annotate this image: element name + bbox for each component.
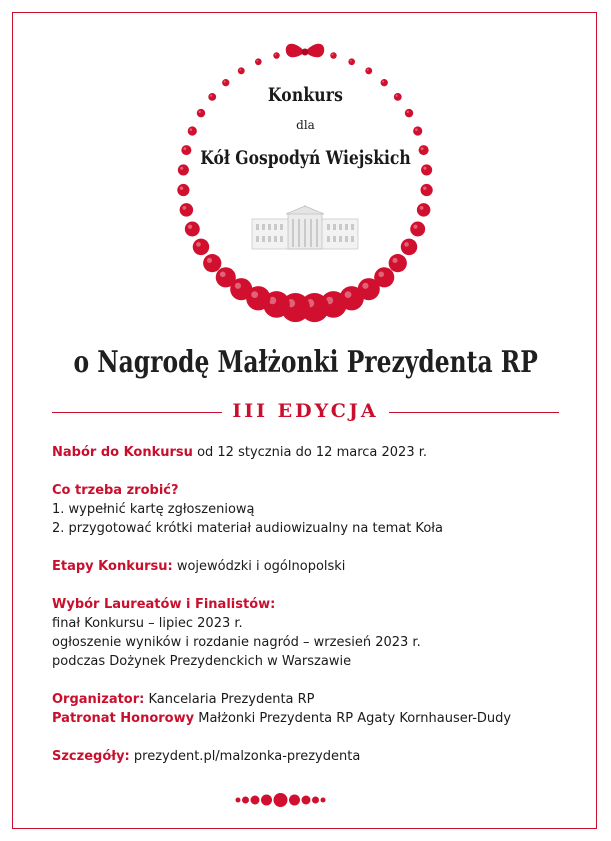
- divider-right: [389, 412, 559, 413]
- co-trzeba-item: 1. wypełnić kartę zgłoszeniową: [52, 502, 255, 517]
- szczegoly-link[interactable]: prezydent.pl/malzonka-prezydenta: [129, 749, 361, 764]
- main-title-text: o Nagrodę Małżonki Prezydenta RP: [73, 345, 538, 380]
- divider-left: [52, 412, 222, 413]
- bead-highlight: [196, 242, 201, 247]
- etapy-label: Etapy Konkursu:: [52, 559, 173, 574]
- nabor-label: Nabór do Konkursu: [52, 445, 193, 460]
- bead: [177, 184, 189, 196]
- bead-highlight: [207, 258, 212, 263]
- organizator-line: [52, 690, 572, 709]
- organizator-label: Organizator:: [52, 692, 145, 707]
- presidential-palace-icon: [250, 205, 360, 251]
- bead: [330, 52, 336, 58]
- bottom-bead-ornament: [230, 788, 380, 812]
- bead-highlight: [224, 81, 226, 83]
- bead-highlight: [362, 283, 368, 289]
- ornament-bead: [289, 795, 300, 806]
- bead-highlight: [404, 242, 409, 247]
- bead-highlight: [420, 206, 424, 210]
- etapy-text: wojewódzki i ogólnopolski: [172, 559, 346, 574]
- bead: [410, 222, 425, 237]
- header-kgw: Kół Gospodyń Wiejskich: [200, 147, 411, 169]
- co-trzeba-label: Co trzeba zrobić?: [52, 483, 179, 498]
- bead: [417, 203, 431, 217]
- etapy-line: [52, 557, 572, 576]
- bead-highlight: [382, 81, 384, 83]
- bead-highlight: [251, 291, 258, 298]
- bead: [273, 52, 279, 58]
- header-dla: dla: [296, 118, 315, 132]
- bead-highlight: [239, 69, 241, 71]
- szczegoly-line: [52, 747, 572, 766]
- co-trzeba-item: 2. przygotować krótki materiał audiowizualny na temat Koła: [52, 521, 443, 536]
- header-konkurs: Konkurs: [267, 84, 344, 106]
- bead-highlight: [256, 60, 258, 62]
- bead: [348, 58, 355, 65]
- organizator-text: Kancelaria Prezydenta RP: [144, 692, 315, 707]
- bead-highlight: [188, 225, 192, 229]
- bead: [389, 254, 407, 272]
- bead: [180, 203, 194, 217]
- info-content: [52, 443, 572, 766]
- co-trzeba-label-line: [52, 481, 572, 500]
- bead-highlight: [423, 187, 426, 190]
- ornament-bead: [242, 797, 249, 804]
- bead-highlight: [350, 60, 352, 62]
- bead: [193, 239, 210, 256]
- ornament-bead: [302, 796, 311, 805]
- ornament-bead: [236, 798, 241, 803]
- bead-necklace-illustration: [0, 0, 611, 340]
- bead: [421, 184, 433, 196]
- bead-highlight: [407, 111, 409, 113]
- bead-highlight: [392, 258, 397, 263]
- bead-highlight: [199, 111, 201, 113]
- bead: [255, 58, 262, 65]
- bow-knot: [302, 49, 309, 56]
- wybor-label: Wybór Laureatów i Finalistów:: [52, 597, 276, 612]
- bead: [185, 222, 200, 237]
- main-title: [0, 345, 611, 380]
- wybor-label-line: [52, 595, 572, 614]
- nabor-line: [52, 443, 572, 462]
- wybor-line: podczas Dożynek Prezydenckich w Warszawie: [52, 654, 352, 669]
- bead-highlight: [345, 291, 352, 298]
- ornament-bead: [312, 797, 319, 804]
- ornament-bead: [251, 796, 260, 805]
- nabor-text: od 12 stycznia do 12 marca 2023 r.: [192, 445, 428, 460]
- ornament-bead: [274, 793, 288, 807]
- bead-highlight: [413, 225, 417, 229]
- bead-highlight: [235, 283, 241, 289]
- bead: [238, 67, 245, 74]
- szczegoly-label: Szczegóły:: [52, 749, 130, 764]
- edition-label: III EDYCJA: [232, 400, 379, 422]
- patronat-text: Małżonki Prezydenta RP Agaty Kornhauser-Dudy: [194, 711, 512, 726]
- patronat-line: [52, 709, 572, 728]
- bead-highlight: [180, 187, 183, 190]
- bead: [216, 267, 236, 287]
- wybor-line: ogłoszenie wyników i rozdanie nagród – wrzesień 2023 r.: [52, 635, 421, 650]
- bead-highlight: [220, 272, 226, 278]
- bead-highlight: [378, 272, 384, 278]
- patronat-label: Patronat Honorowy: [52, 711, 195, 726]
- bead-highlight: [332, 54, 334, 56]
- ornament-bead: [261, 795, 272, 806]
- ornament-bead: [321, 798, 326, 803]
- wybor-line: finał Konkursu – lipiec 2023 r.: [52, 616, 243, 631]
- bead: [203, 254, 221, 272]
- bead-highlight: [182, 206, 186, 210]
- bead: [197, 109, 205, 117]
- bead: [401, 239, 418, 256]
- bead-highlight: [275, 54, 277, 56]
- bead: [365, 67, 372, 74]
- bead: [405, 109, 413, 117]
- bead-highlight: [367, 69, 369, 71]
- edition-row: [52, 400, 559, 424]
